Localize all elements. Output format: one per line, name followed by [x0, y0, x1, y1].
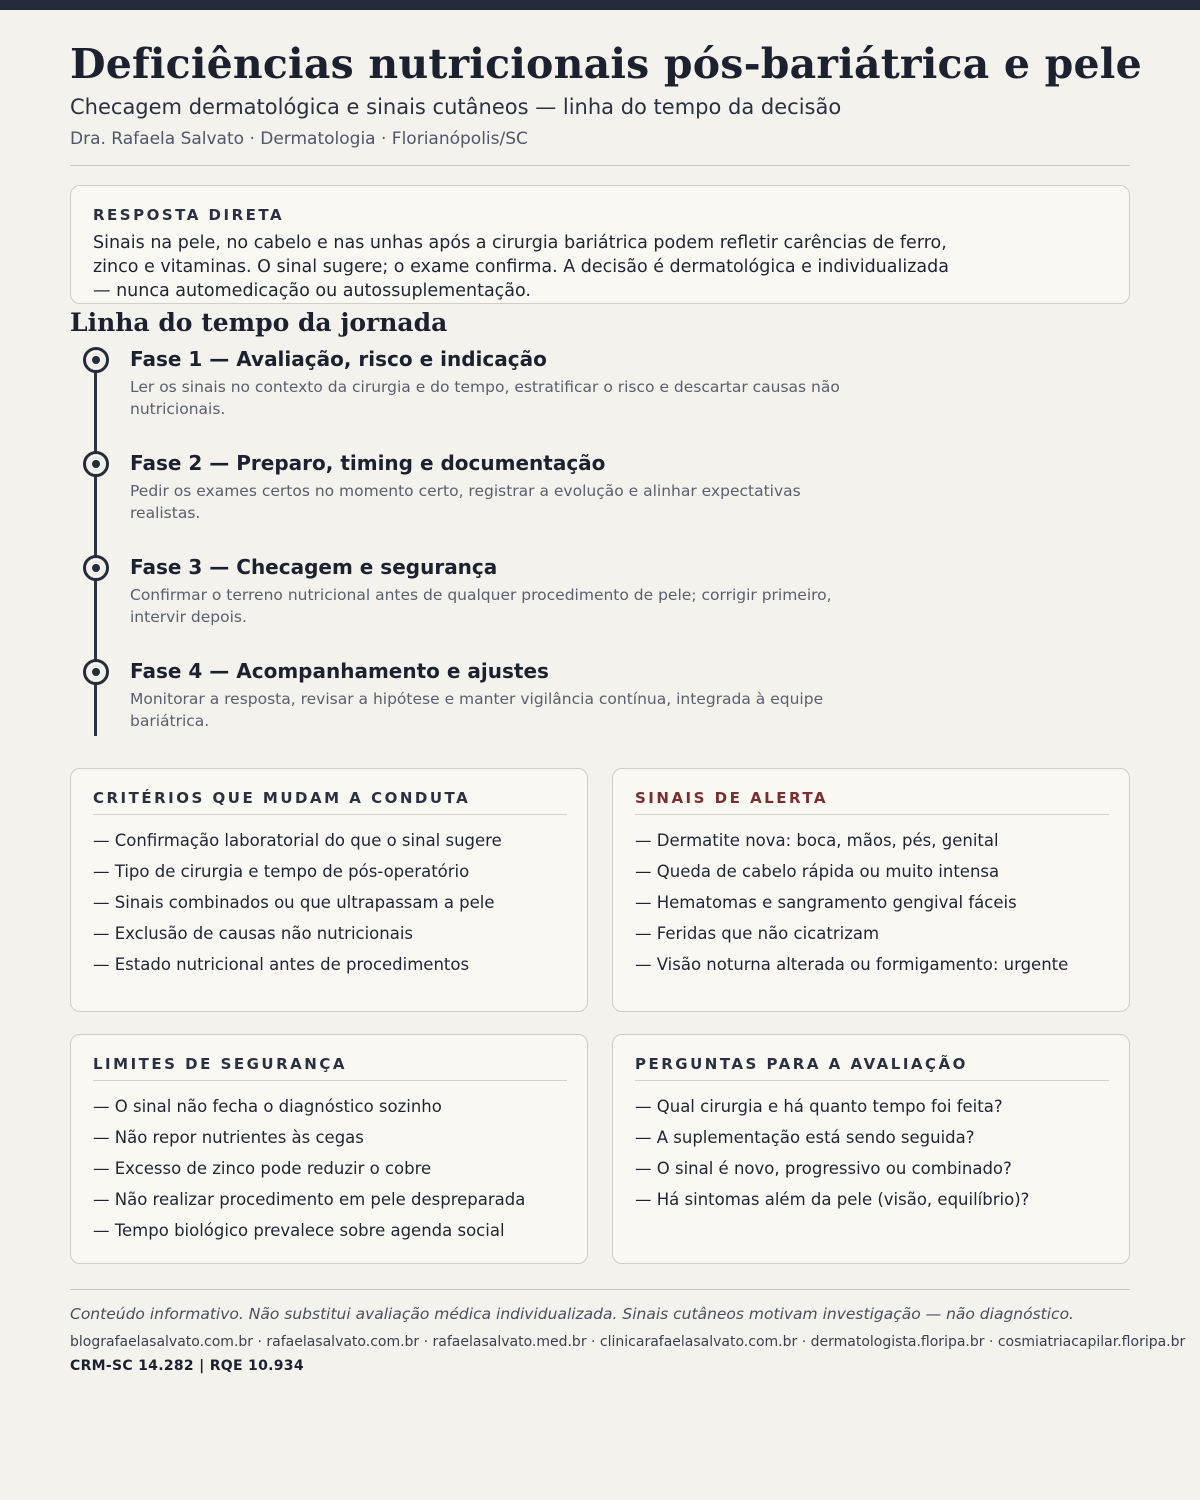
- alerts-card: [612, 768, 1130, 1012]
- footer-divider: [70, 1289, 1130, 1290]
- phase-description: Pedir os exames certos no momento certo, registrar a evolução e alinhar expectativas realistas.: [130, 482, 801, 522]
- list-item: — Feridas que não cicatrizam: [635, 918, 1068, 949]
- card-divider: [635, 814, 1109, 815]
- timeline-heading: Linha do tempo da jornada: [70, 308, 448, 337]
- timeline-marker-icon: [83, 659, 109, 685]
- limits-card: [70, 1034, 588, 1264]
- phase-description: Ler os sinais no contexto da cirurgia e do tempo, estratificar o risco e descartar causas não nutricionais.: [130, 378, 840, 418]
- list-item: — Há sintomas além da pele (visão, equilíbrio)?: [635, 1184, 1029, 1215]
- list-item: — Queda de cabelo rápida ou muito intensa: [635, 856, 1068, 887]
- direct-answer-text: Sinais na pele, no cabelo e nas unhas após a cirurgia bariátrica podem refletir carências de ferro, zinco e vitaminas. O sinal sugere; o exame confirma. A decisão é dermatológica e individualizada — nunca automedicação ou autossuplementação.: [93, 233, 949, 301]
- page-subtitle: Checagem dermatológica e sinais cutâneos — linha do tempo da decisão: [70, 95, 842, 119]
- criteria-label: CRITÉRIOS QUE MUDAM A CONDUTA: [93, 789, 471, 807]
- disclaimer: Conteúdo informativo. Não substitui avaliação médica individualizada. Sinais cutâneos motivam investigação — não diagnóstico.: [70, 1305, 1074, 1323]
- top-accent-bar: [0, 0, 1200, 10]
- list-item: — Estado nutricional antes de procedimentos: [93, 949, 502, 980]
- list-item: — O sinal não fecha o diagnóstico sozinho: [93, 1091, 525, 1122]
- list-item: — Tipo de cirurgia e tempo de pós-operatório: [93, 856, 502, 887]
- criteria-card: [70, 768, 588, 1012]
- card-divider: [93, 814, 567, 815]
- phase-title: Fase 2 — Preparo, timing e documentação: [130, 451, 606, 475]
- list-item: — A suplementação está sendo seguida?: [635, 1122, 1029, 1153]
- phase-description: Confirmar o terreno nutricional antes de qualquer procedimento de pele; corrigir primeiro, intervir depois.: [130, 586, 832, 626]
- direct-answer-card: [70, 185, 1130, 304]
- list-item: — Confirmação laboratorial do que o sinal sugere: [93, 825, 502, 856]
- list-item: — Dermatite nova: boca, mãos, pés, genital: [635, 825, 1068, 856]
- list-item: — Hematomas e sangramento gengival fáceis: [635, 887, 1068, 918]
- list-item: — Não repor nutrientes às cegas: [93, 1122, 525, 1153]
- alerts-list: [635, 825, 1068, 980]
- timeline-marker-icon: [83, 451, 109, 477]
- list-item: — Sinais combinados ou que ultrapassam a pele: [93, 887, 502, 918]
- questions-list: [635, 1091, 1029, 1215]
- phase-description: Monitorar a resposta, revisar a hipótese e manter vigilância contínua, integrada à equipe bariátrica.: [130, 690, 824, 730]
- questions-card: [612, 1034, 1130, 1264]
- list-item: — Não realizar procedimento em pele despreparada: [93, 1184, 525, 1215]
- limits-label: LIMITES DE SEGURANÇA: [93, 1055, 347, 1073]
- phase-title: Fase 4 — Acompanhamento e ajustes: [130, 659, 549, 683]
- phase-title: Fase 1 — Avaliação, risco e indicação: [130, 347, 547, 371]
- timeline-marker-icon: [83, 347, 109, 373]
- criteria-list: [93, 825, 502, 980]
- page-title: Deficiências nutricionais pós-bariátrica e pele: [70, 40, 1142, 88]
- crm-registration: CRM-SC 14.282 | RQE 10.934: [70, 1358, 304, 1374]
- list-item: — Tempo biológico prevalece sobre agenda social: [93, 1215, 525, 1246]
- author-line: Dra. Rafaela Salvato · Dermatologia · Florianópolis/SC: [70, 129, 528, 149]
- list-item: — Excesso de zinco pode reduzir o cobre: [93, 1153, 525, 1184]
- limits-list: [93, 1091, 525, 1246]
- direct-answer-label: RESPOSTA DIRETA: [93, 206, 285, 224]
- website-links: blografaelasalvato.com.br · rafaelasalvato.com.br · rafaelasalvato.med.br · clinicarafaelasalvato.com.br · dermatologista.floripa.br · cosmiatriacapilar.floripa.br: [70, 1334, 1186, 1350]
- questions-label: PERGUNTAS PARA A AVALIAÇÃO: [635, 1055, 968, 1073]
- header-divider: [70, 165, 1130, 166]
- alerts-label: SINAIS DE ALERTA: [635, 789, 829, 807]
- timeline-marker-icon: [83, 555, 109, 581]
- list-item: — Qual cirurgia e há quanto tempo foi feita?: [635, 1091, 1029, 1122]
- list-item: — Visão noturna alterada ou formigamento: urgente: [635, 949, 1068, 980]
- card-divider: [635, 1080, 1109, 1081]
- list-item: — O sinal é novo, progressivo ou combinado?: [635, 1153, 1029, 1184]
- phase-title: Fase 3 — Checagem e segurança: [130, 555, 498, 579]
- card-divider: [93, 1080, 567, 1081]
- list-item: — Exclusão de causas não nutricionais: [93, 918, 502, 949]
